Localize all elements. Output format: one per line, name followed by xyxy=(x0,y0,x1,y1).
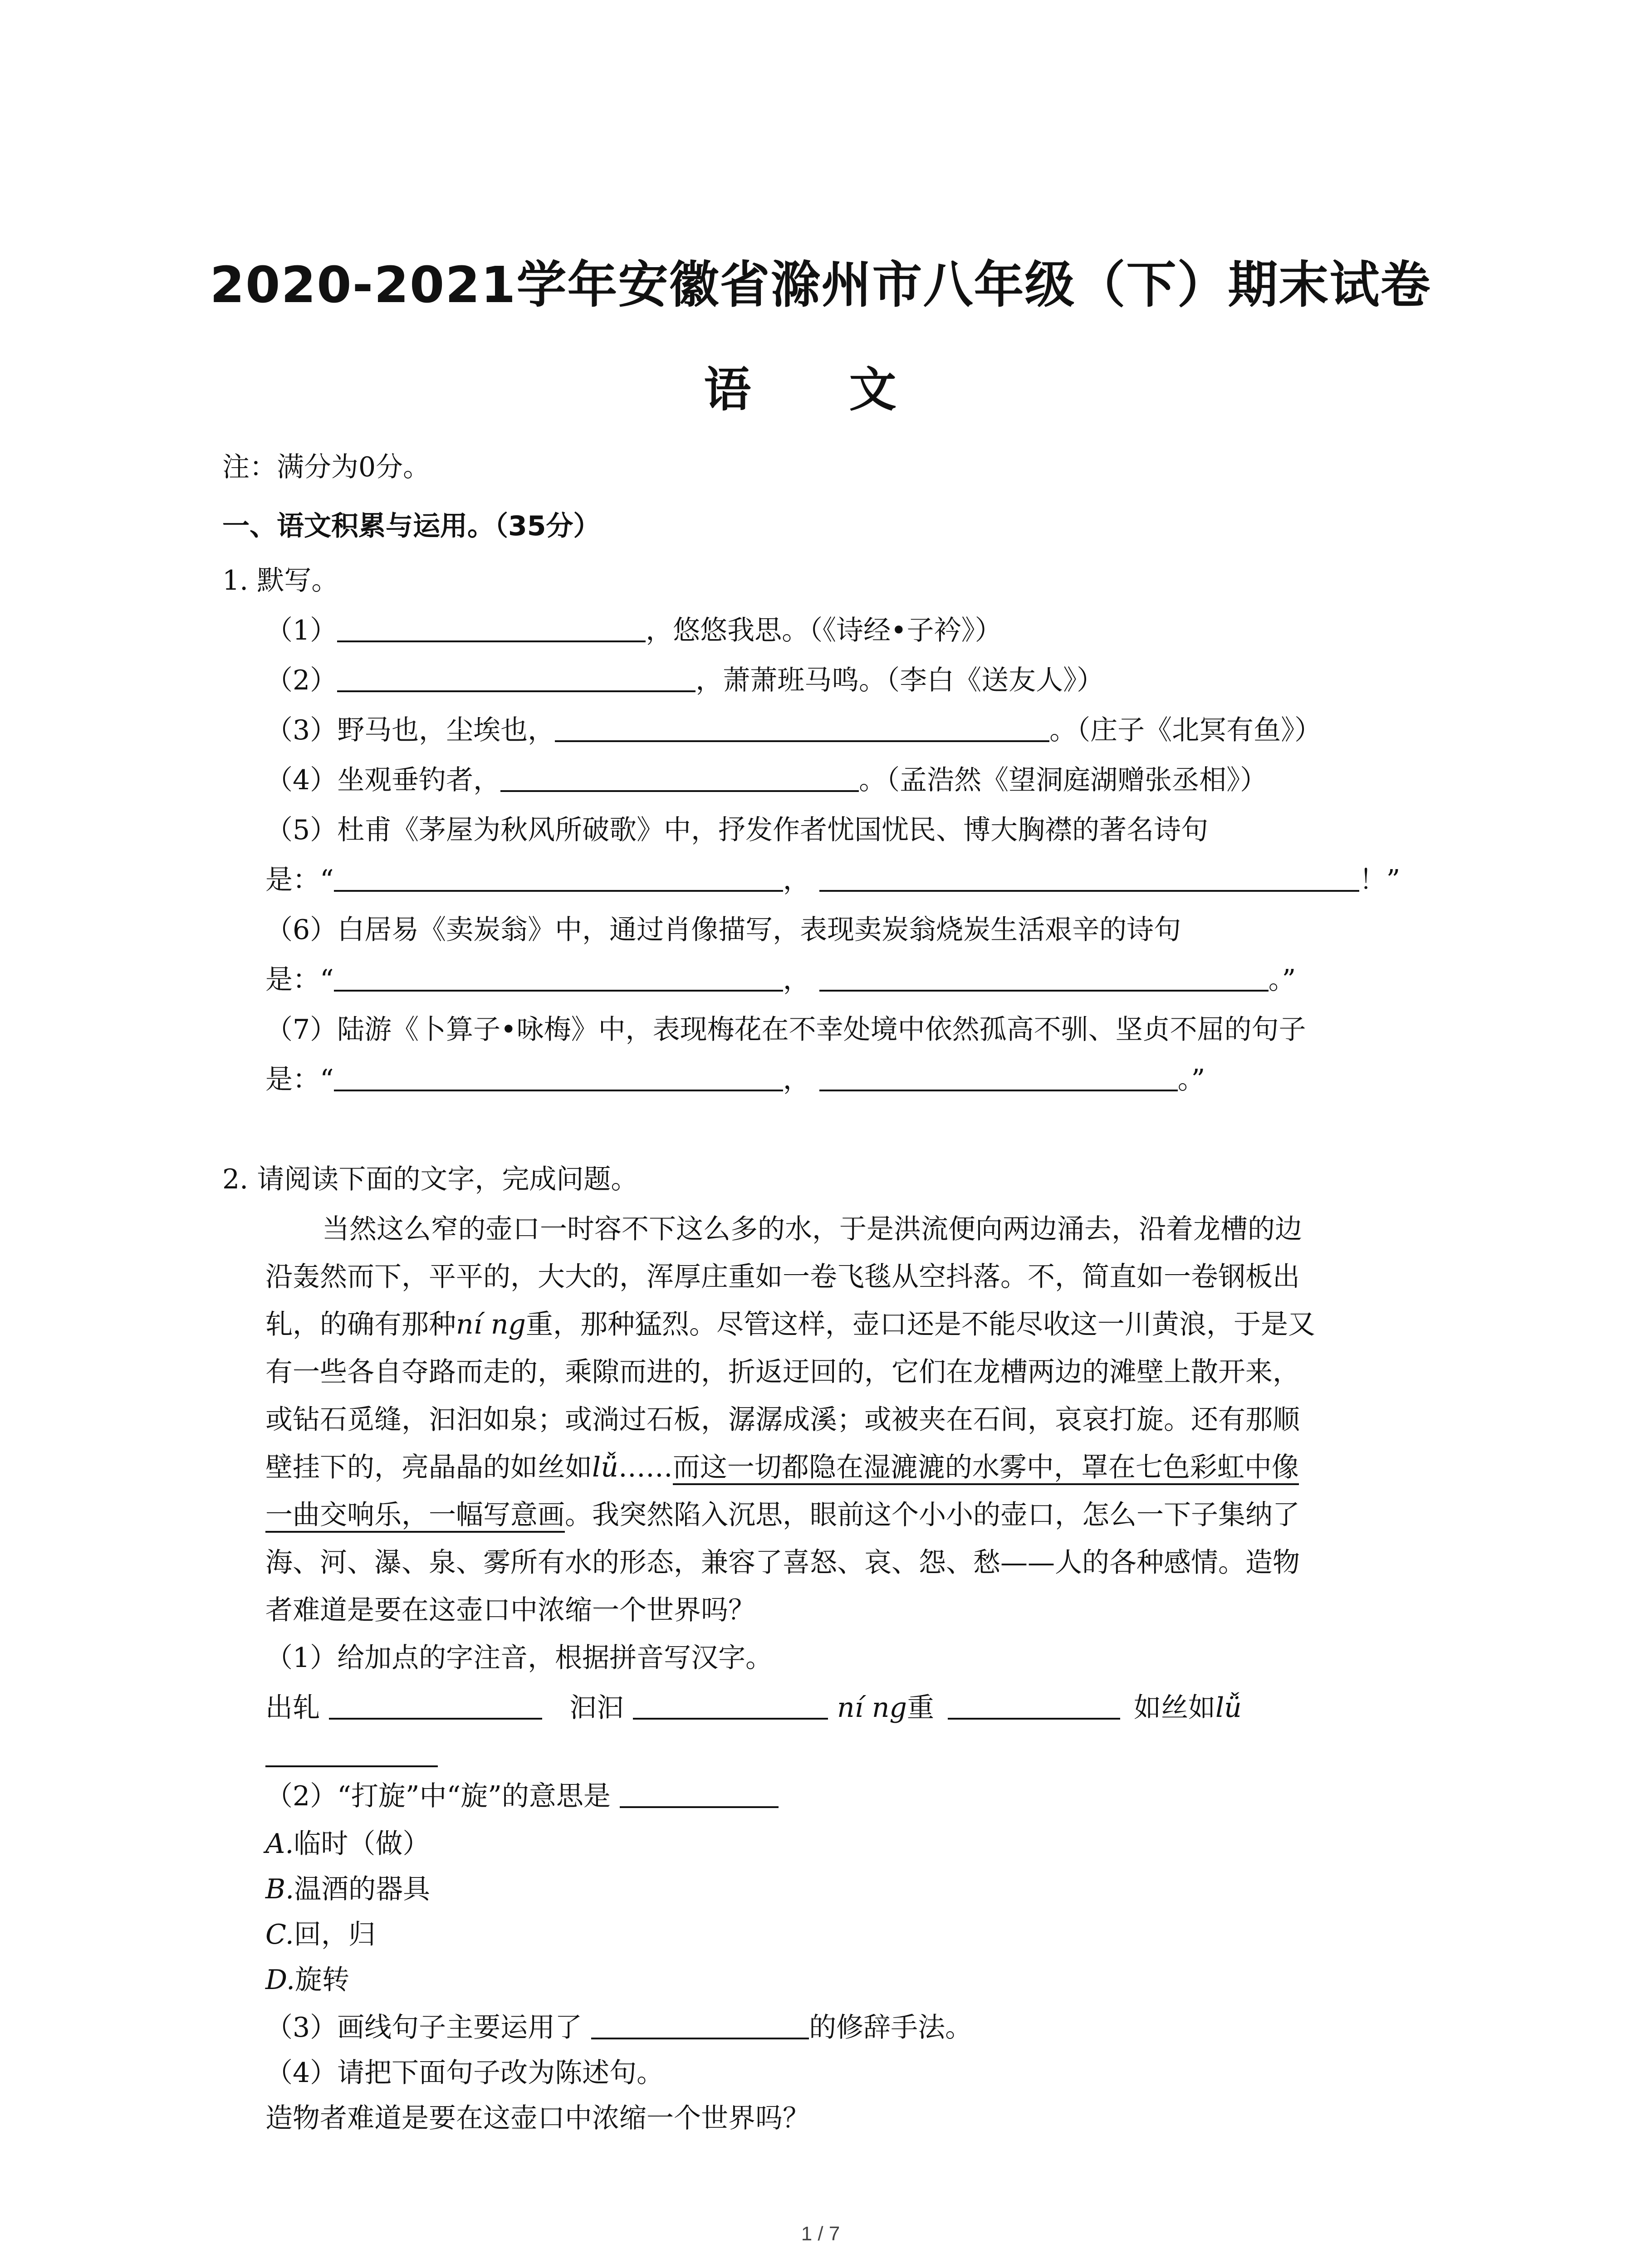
q1-item-4 xyxy=(265,762,1267,798)
option-letter: A. xyxy=(265,1828,294,1860)
word-label: 如丝如 xyxy=(1133,1692,1215,1724)
section-heading: 一、语文积累与运用。（35分） xyxy=(222,510,601,542)
passage-text: 。我突然陷入沉思，眼前这个小小的壶口，怎么一下子集纳了 xyxy=(565,1499,1300,1531)
item-number: （2） xyxy=(265,665,338,696)
item-text: ！” xyxy=(1359,864,1401,896)
sub-question-1-extra-blank xyxy=(265,1737,438,1774)
question-text: 的修辞手法。 xyxy=(809,2012,973,2043)
question-1-stem: 1. 默写。 xyxy=(222,565,339,596)
option-c[interactable] xyxy=(265,1916,376,1953)
pinyin: ní ng xyxy=(456,1309,526,1340)
option-text: 温酒的器具 xyxy=(294,1873,431,1905)
answer-blank[interactable] xyxy=(329,1692,542,1720)
answer-blank[interactable] xyxy=(337,665,696,692)
answer-blank[interactable] xyxy=(819,865,1359,892)
answer-blank[interactable] xyxy=(334,865,783,892)
passage-line: 有一些各自夺路而走的，乘隙而进的，折返迂回的，它们在龙槽两边的滩壁上散开来， xyxy=(265,1356,1300,1388)
passage-line xyxy=(265,1497,1300,1533)
item-text: ，悠悠我思。（《诗经•子衿》） xyxy=(646,615,1002,646)
answer-blank[interactable] xyxy=(337,615,646,642)
item-number: （4） xyxy=(265,764,338,796)
passage-text: …… xyxy=(618,1452,673,1483)
sub-question-1-answers xyxy=(265,1690,1242,1726)
subject-title: 语 文 xyxy=(704,362,937,417)
exam-title: 2020-2021学年安徽省滁州市八年级（下）期末试卷 xyxy=(210,256,1431,314)
passage-line: 当然这么窄的壶口一时容不下这么多的水，于是洪流便向两边涌去，沿着龙槽的边 xyxy=(322,1213,1302,1245)
item-text: 。” xyxy=(1177,1064,1205,1095)
option-letter: C. xyxy=(265,1919,294,1950)
q1-item-7-text: （7）陆游《卜算子•咏梅》中，表现梅花在不幸处境中依然孤高不驯、坚贞不屈的句子 xyxy=(265,1014,1306,1046)
pinyin: lǚ xyxy=(1215,1692,1242,1724)
passage-line: 者难道是要在这壶口中浓缩一个世界吗？ xyxy=(265,1594,755,1626)
q1-item-7-answer xyxy=(265,1061,1205,1098)
q1-item-1 xyxy=(265,612,1002,649)
option-letter: B. xyxy=(265,1873,294,1905)
q1-item-5-text: （5）杜甫《茅屋为秋风所破歌》中，抒发作者忧国忧民、博大胸襟的著名诗句 xyxy=(265,814,1209,846)
q1-item-5-answer xyxy=(265,862,1400,898)
item-text: 。” xyxy=(1268,964,1296,996)
option-a[interactable] xyxy=(265,1826,430,1862)
option-letter: D. xyxy=(265,1964,295,1996)
word-label: 出轧 xyxy=(265,1692,320,1724)
option-text: 回，归 xyxy=(294,1919,376,1950)
item-text: 。（庄子《北冥有鱼》） xyxy=(1049,714,1322,746)
underlined-sentence: 而这一切都隐在湿漉漉的水雾中，罩在七色彩虹中像 xyxy=(673,1452,1299,1485)
pinyin: lǚ xyxy=(592,1452,618,1483)
answer-blank[interactable] xyxy=(633,1692,828,1720)
passage-line: 或钻石觅缝，汩汩如泉；或淌过石板，潺潺成溪；或被夹在石间，哀哀打旋。还有那顺 xyxy=(265,1404,1300,1436)
item-text: 坐观垂钓者， xyxy=(337,764,501,796)
answer-blank[interactable] xyxy=(948,1692,1120,1720)
word-label: 汩汩 xyxy=(569,1692,624,1724)
word-label: 重 xyxy=(906,1692,934,1724)
passage-line xyxy=(265,1449,1299,1486)
score-note: 注：满分为0分。 xyxy=(222,451,431,483)
q1-item-3 xyxy=(265,712,1322,748)
answer-blank[interactable] xyxy=(500,765,859,792)
item-text: ， xyxy=(783,864,810,896)
item-text: 野马也，尘埃也， xyxy=(337,714,555,746)
answer-blank[interactable] xyxy=(819,964,1269,992)
underlined-sentence: 一曲交响乐，一幅写意画 xyxy=(265,1499,565,1533)
question-text: （2）“打旋”中“旋”的意思是 xyxy=(265,1780,611,1812)
pinyin: ní ng xyxy=(837,1692,907,1724)
sub-question-4-sentence: 造物者难道是要在这壶口中浓缩一个世界吗？ xyxy=(265,2102,810,2134)
item-text: 是：“ xyxy=(265,964,334,996)
passage-line xyxy=(265,1306,1315,1343)
item-text: ，萧萧班马鸣。（李白《送友人》） xyxy=(696,665,1104,696)
answer-blank[interactable] xyxy=(819,1064,1178,1091)
item-text: ， xyxy=(783,1064,810,1095)
option-d[interactable] xyxy=(265,1962,349,1998)
passage-text: 重，那种猛烈。尽管这样，壶口还是不能尽收这一川黄浪，于是又 xyxy=(525,1309,1315,1340)
item-number: （1） xyxy=(265,615,338,646)
sub-question-2-stem xyxy=(265,1778,779,1814)
sub-question-3 xyxy=(265,2009,972,2046)
page-number: 1 / 7 xyxy=(801,2223,840,2245)
item-number: （3） xyxy=(265,714,338,746)
q1-item-6-answer xyxy=(265,962,1296,998)
answer-blank[interactable] xyxy=(334,964,783,992)
answer-blank[interactable] xyxy=(334,1064,783,1091)
passage-text: 轧，的确有那种 xyxy=(265,1309,456,1340)
sub-question-1-stem: （1）给加点的字注音，根据拼音写汉字。 xyxy=(265,1642,773,1674)
q1-item-2 xyxy=(265,662,1104,699)
answer-blank[interactable] xyxy=(265,1740,438,1767)
item-text: 是：“ xyxy=(265,1064,334,1095)
passage-line: 海、河、瀑、泉、雾所有水的形态，兼容了喜怒、哀、怨、愁——人的各种感情。造物 xyxy=(265,1547,1300,1579)
answer-blank[interactable] xyxy=(591,2012,809,2039)
option-text: 旋转 xyxy=(295,1964,350,1996)
sub-question-4-stem: （4）请把下面句子改为陈述句。 xyxy=(265,2057,664,2089)
passage-line: 沿轰然而下，平平的，大大的，浑厚庄重如一卷飞毯从空抖落。不，简直如一卷钢板出 xyxy=(265,1261,1300,1293)
item-text: 是：“ xyxy=(265,864,334,896)
q1-item-6-text: （6）白居易《卖炭翁》中，通过肖像描写，表现卖炭翁烧炭生活艰辛的诗句 xyxy=(265,914,1181,946)
option-b[interactable] xyxy=(265,1871,430,1907)
question-text: （3）画线句子主要运用了 xyxy=(265,2012,583,2043)
item-text: 。（孟浩然《望洞庭湖赠张丞相》） xyxy=(859,764,1268,796)
answer-blank[interactable] xyxy=(555,715,1049,742)
answer-blank[interactable] xyxy=(620,1781,779,1808)
question-2-stem: 2. 请阅读下面的文字，完成问题。 xyxy=(222,1163,638,1195)
option-text: 临时（做） xyxy=(294,1828,430,1860)
item-text: ， xyxy=(783,964,810,996)
passage-text: 壁挂下的，亮晶晶的如丝如 xyxy=(265,1452,592,1483)
